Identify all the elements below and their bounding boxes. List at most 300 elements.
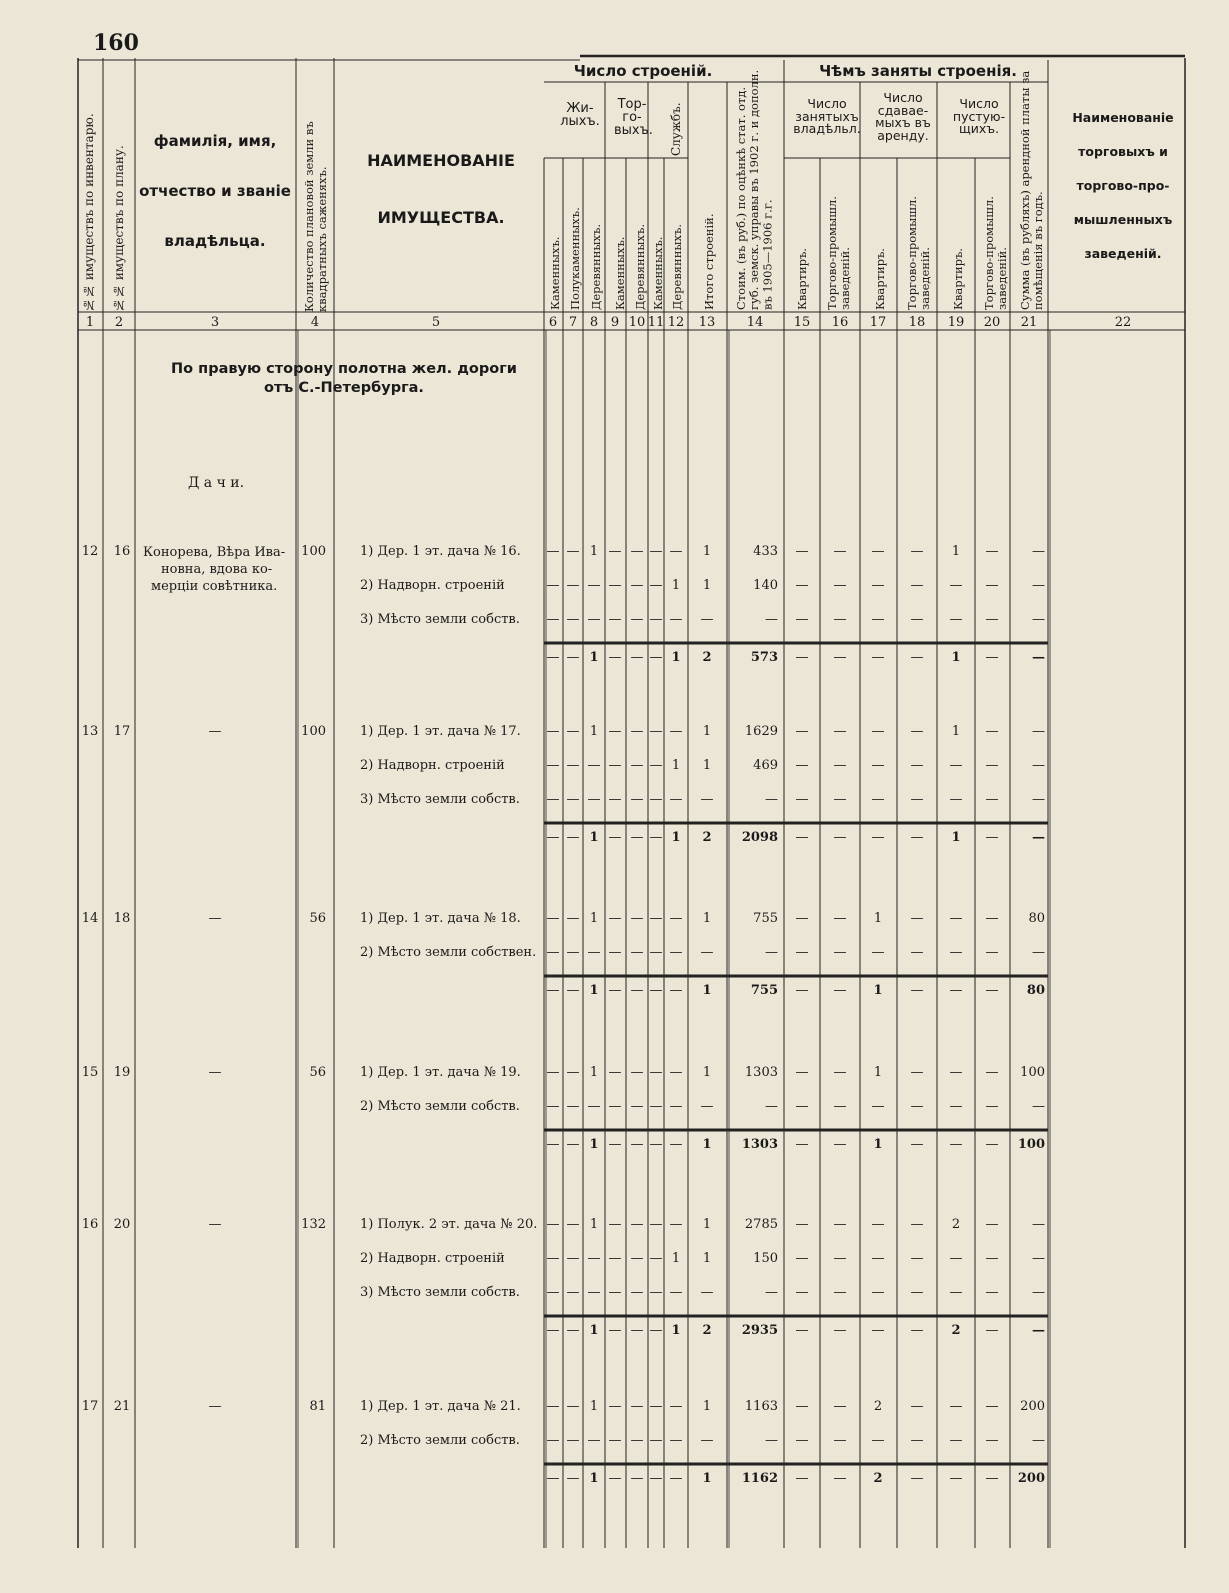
value-cell: — <box>833 1251 847 1266</box>
value-cell: — <box>546 578 560 593</box>
column-number: 10 <box>628 315 646 330</box>
value-cell: — <box>795 724 809 739</box>
value-cell: — <box>630 1217 644 1232</box>
plan-number: 16 <box>113 544 131 559</box>
value-cell: 200 <box>1020 1399 1045 1414</box>
header-col22-line3: торгово-про- <box>1076 178 1170 193</box>
header-c8: Деревянныхъ. <box>589 224 603 310</box>
value-cell: — <box>587 945 601 960</box>
value-cell: — <box>566 1285 580 1300</box>
value-cell: 1 <box>671 578 681 593</box>
header-c19: Квартиръ. <box>951 248 965 310</box>
value-cell: — <box>630 1285 644 1300</box>
value-cell: — <box>669 612 683 627</box>
page-number: 160 <box>93 30 139 56</box>
value-cell: — <box>608 1251 622 1266</box>
value-cell: — <box>833 724 847 739</box>
total-cell: — <box>608 650 622 665</box>
total-cell: — <box>649 1137 663 1152</box>
land-area: 56 <box>309 911 326 926</box>
total-cell: 2 <box>702 1323 712 1338</box>
value-cell: 1 <box>873 1065 883 1080</box>
value-cell: 469 <box>753 758 778 773</box>
total-cell: 755 <box>750 983 778 998</box>
header-c9: Каменныхъ. <box>613 236 627 310</box>
value-cell: — <box>765 1285 778 1300</box>
value-cell: 1 <box>671 1251 681 1266</box>
total-cell: 1 <box>671 650 681 665</box>
value-cell: — <box>985 945 999 960</box>
value-cell: — <box>566 758 580 773</box>
total-cell: — <box>985 1323 999 1338</box>
value-cell: — <box>546 1433 560 1448</box>
value-cell: — <box>669 544 683 559</box>
total-cell: 1 <box>589 1137 599 1152</box>
header-c16: Торгово-промышл. заведеній. <box>825 196 853 310</box>
value-cell: — <box>833 1099 847 1114</box>
value-cell: — <box>949 578 963 593</box>
value-cell: — <box>587 792 601 807</box>
value-cell: — <box>669 911 683 926</box>
value-cell: — <box>608 911 622 926</box>
value-cell: 1 <box>702 758 712 773</box>
value-cell: — <box>587 1251 601 1266</box>
value-cell: — <box>765 792 778 807</box>
value-cell: — <box>795 578 809 593</box>
value-cell: — <box>546 612 560 627</box>
column-number: 16 <box>831 315 849 330</box>
total-cell: — <box>566 1471 580 1486</box>
value-cell: — <box>795 612 809 627</box>
value-cell: — <box>871 578 885 593</box>
total-cell: — <box>566 1323 580 1338</box>
total-cell: — <box>630 650 644 665</box>
header-g-torgovykh: Тор-го-выхъ. <box>614 97 653 138</box>
total-cell: 2 <box>951 1323 961 1338</box>
section-title-line2: отъ С.-Петербурга. <box>264 380 424 396</box>
property-name: 1) Дер. 1 эт. дача № 17. <box>360 724 521 739</box>
total-cell: — <box>649 1471 663 1486</box>
value-cell: — <box>985 1433 999 1448</box>
value-cell: — <box>566 544 580 559</box>
value-cell: — <box>910 1251 924 1266</box>
total-cell: — <box>985 1137 999 1152</box>
value-cell: 1 <box>873 911 883 926</box>
value-cell: — <box>833 612 847 627</box>
value-cell: — <box>649 1099 663 1114</box>
value-cell: — <box>649 758 663 773</box>
value-cell: — <box>949 612 963 627</box>
column-number: 21 <box>1020 315 1038 330</box>
value-cell: — <box>546 792 560 807</box>
value-cell: — <box>985 1285 999 1300</box>
value-cell: 1 <box>589 1065 599 1080</box>
value-cell: — <box>910 1285 924 1300</box>
owner-name: — <box>208 1399 222 1414</box>
value-cell: — <box>566 945 580 960</box>
value-cell: — <box>833 1065 847 1080</box>
value-cell: — <box>795 1285 809 1300</box>
value-cell: — <box>608 544 622 559</box>
property-name: 2) Надворн. строеній <box>360 578 505 593</box>
value-cell: 1 <box>702 544 712 559</box>
column-number: 5 <box>431 315 441 330</box>
property-name: 2) Надворн. строеній <box>360 1251 505 1266</box>
plan-number: 20 <box>113 1217 131 1232</box>
value-cell: — <box>949 945 963 960</box>
total-cell: — <box>1032 650 1045 665</box>
owner-name: — <box>208 1217 222 1232</box>
value-cell: — <box>949 911 963 926</box>
value-cell: — <box>700 792 714 807</box>
total-cell: — <box>795 650 809 665</box>
value-cell: — <box>649 792 663 807</box>
value-cell: — <box>1032 1217 1045 1232</box>
value-cell: — <box>546 1065 560 1080</box>
value-cell: — <box>795 911 809 926</box>
value-cell: — <box>649 911 663 926</box>
value-cell: — <box>833 911 847 926</box>
column-number: 22 <box>1114 315 1132 330</box>
total-cell: 2 <box>873 1471 883 1486</box>
subsection-title: Д а ч и. <box>187 475 245 491</box>
value-cell: — <box>630 758 644 773</box>
value-cell: 1 <box>702 1399 712 1414</box>
owner-line1: Коноревa, Вѣра Ива- <box>143 545 286 560</box>
total-cell: — <box>795 1323 809 1338</box>
value-cell: — <box>985 758 999 773</box>
value-cell: — <box>587 612 601 627</box>
plan-number: 19 <box>113 1065 131 1080</box>
total-cell: — <box>649 1323 663 1338</box>
value-cell: — <box>871 1217 885 1232</box>
total-cell: 1 <box>951 830 961 845</box>
total-cell: — <box>546 1323 560 1338</box>
value-cell: — <box>649 1285 663 1300</box>
owner-line3: мерціи совѣтника. <box>151 579 278 594</box>
header-c17: Квартиръ. <box>873 248 887 310</box>
value-cell: 1 <box>951 544 961 559</box>
total-cell: 1 <box>671 1323 681 1338</box>
column-number: 18 <box>908 315 926 330</box>
value-cell: — <box>949 1251 963 1266</box>
total-cell: — <box>910 1137 924 1152</box>
value-cell: — <box>669 945 683 960</box>
total-cell: — <box>795 1137 809 1152</box>
value-cell: — <box>546 724 560 739</box>
value-cell: — <box>608 1099 622 1114</box>
value-cell: — <box>1032 945 1045 960</box>
value-cell: — <box>949 1433 963 1448</box>
total-cell: 2098 <box>741 830 778 845</box>
total-cell: — <box>1032 830 1045 845</box>
total-cell: — <box>566 830 580 845</box>
value-cell: — <box>795 1217 809 1232</box>
land-area: 56 <box>309 1065 326 1080</box>
plan-number: 17 <box>113 724 131 739</box>
column-number: 19 <box>947 315 965 330</box>
value-cell: 1 <box>951 724 961 739</box>
total-cell: — <box>608 1471 622 1486</box>
value-cell: — <box>765 1099 778 1114</box>
value-cell: — <box>608 1285 622 1300</box>
property-name: 1) Дер. 1 эт. дача № 19. <box>360 1065 521 1080</box>
total-cell: 1 <box>589 1323 599 1338</box>
value-cell: — <box>669 1399 683 1414</box>
value-cell: — <box>871 1433 885 1448</box>
value-cell: — <box>630 612 644 627</box>
column-number: 2 <box>114 315 124 330</box>
value-cell: — <box>546 1099 560 1114</box>
header-c13: Итого строеній. <box>702 213 716 310</box>
value-cell: — <box>949 1065 963 1080</box>
value-cell: — <box>546 544 560 559</box>
value-cell: — <box>765 945 778 960</box>
value-cell: 1303 <box>744 1065 778 1080</box>
land-area: 100 <box>301 544 326 559</box>
header-g-empty: Число пустую-щихъ. <box>952 96 1006 136</box>
value-cell: — <box>985 724 999 739</box>
value-cell: — <box>833 1399 847 1414</box>
total-cell: — <box>630 830 644 845</box>
value-cell: — <box>871 945 885 960</box>
value-cell: — <box>566 1433 580 1448</box>
value-cell: — <box>630 724 644 739</box>
total-cell: 2 <box>702 650 712 665</box>
value-cell: — <box>910 578 924 593</box>
value-cell: — <box>833 1217 847 1232</box>
total-cell: — <box>1032 1323 1045 1338</box>
value-cell: 1 <box>589 724 599 739</box>
total-cell: 1 <box>589 830 599 845</box>
value-cell: — <box>566 1065 580 1080</box>
property-name: 1) Дер. 1 эт. дача № 21. <box>360 1399 521 1414</box>
value-cell: — <box>669 1285 683 1300</box>
total-cell: — <box>833 1471 847 1486</box>
value-cell: — <box>566 1099 580 1114</box>
total-cell: — <box>871 650 885 665</box>
value-cell: — <box>630 544 644 559</box>
value-cell: 1163 <box>744 1399 778 1414</box>
value-cell: — <box>649 1251 663 1266</box>
value-cell: — <box>949 792 963 807</box>
value-cell: — <box>669 1099 683 1114</box>
total-cell: 1 <box>873 1137 883 1152</box>
value-cell: 1 <box>702 1251 712 1266</box>
header-c11: Каменныхъ. <box>651 236 665 310</box>
header-col22-line2: торговыхъ и <box>1078 144 1168 159</box>
value-cell: 1 <box>589 1399 599 1414</box>
value-cell: — <box>608 945 622 960</box>
value-cell: — <box>985 911 999 926</box>
value-cell: — <box>985 578 999 593</box>
property-name: 1) Дер. 1 эт. дача № 16. <box>360 544 521 559</box>
value-cell: — <box>1032 724 1045 739</box>
total-cell: — <box>795 983 809 998</box>
value-cell: — <box>649 724 663 739</box>
value-cell: — <box>649 1433 663 1448</box>
value-cell: — <box>649 1399 663 1414</box>
total-cell: 1 <box>589 1471 599 1486</box>
total-cell: 200 <box>1017 1471 1045 1486</box>
value-cell: — <box>587 758 601 773</box>
value-cell: — <box>546 758 560 773</box>
value-cell: — <box>608 1217 622 1232</box>
value-cell: — <box>833 792 847 807</box>
total-cell: — <box>566 983 580 998</box>
value-cell: — <box>910 724 924 739</box>
value-cell: — <box>985 1099 999 1114</box>
total-cell: — <box>833 1323 847 1338</box>
value-cell: — <box>630 578 644 593</box>
value-cell: — <box>630 1065 644 1080</box>
value-cell: 1 <box>702 911 712 926</box>
total-cell: — <box>833 650 847 665</box>
value-cell: — <box>608 612 622 627</box>
total-cell: — <box>949 983 963 998</box>
header-col3-line1: фамилія, имя, <box>153 132 277 150</box>
plan-number: 21 <box>113 1399 131 1414</box>
value-cell: — <box>985 1399 999 1414</box>
total-cell: — <box>630 1471 644 1486</box>
total-cell: — <box>910 983 924 998</box>
inventory-number: 12 <box>81 544 99 559</box>
value-cell: — <box>630 945 644 960</box>
value-cell: — <box>608 758 622 773</box>
value-cell: — <box>700 1285 714 1300</box>
total-cell: — <box>833 1137 847 1152</box>
header-c6: Каменныхъ. <box>548 236 562 310</box>
value-cell: 1 <box>671 758 681 773</box>
header-col2: №№ имуществъ по плану. <box>112 145 126 312</box>
total-cell: — <box>608 1137 622 1152</box>
header-g-rent: Число сдавае-мыхъ въ аренду. <box>875 90 931 143</box>
value-cell: — <box>833 1285 847 1300</box>
total-cell: — <box>669 983 683 998</box>
header-group-buildings: Число строеній. <box>573 62 713 80</box>
value-cell: — <box>1032 1099 1045 1114</box>
value-cell: — <box>566 1251 580 1266</box>
column-number: 12 <box>667 315 685 330</box>
value-cell: — <box>949 1399 963 1414</box>
column-number: 9 <box>610 315 620 330</box>
land-area: 132 <box>301 1217 326 1232</box>
value-cell: 755 <box>753 911 778 926</box>
land-area: 81 <box>309 1399 326 1414</box>
value-cell: — <box>871 612 885 627</box>
value-cell: — <box>910 1433 924 1448</box>
property-name: 1) Дер. 1 эт. дача № 18. <box>360 911 521 926</box>
header-c10: Деревянныхъ. <box>633 224 647 310</box>
inventory-number: 13 <box>81 724 99 739</box>
property-name: 2) Мѣсто земли собств. <box>360 1433 520 1448</box>
value-cell: 80 <box>1028 911 1045 926</box>
value-cell: — <box>795 1065 809 1080</box>
value-cell: — <box>833 544 847 559</box>
header-g-owner: Число занятыхъ владѣльл. <box>793 96 861 136</box>
inventory-number: 14 <box>81 911 99 926</box>
value-cell: — <box>871 544 885 559</box>
total-cell: — <box>871 830 885 845</box>
total-cell: — <box>608 1323 622 1338</box>
value-cell: — <box>546 1251 560 1266</box>
total-cell: — <box>833 983 847 998</box>
value-cell: — <box>910 612 924 627</box>
value-cell: — <box>608 1399 622 1414</box>
value-cell: — <box>566 911 580 926</box>
value-cell: — <box>608 792 622 807</box>
value-cell: — <box>630 1099 644 1114</box>
value-cell: — <box>1032 612 1045 627</box>
value-cell: — <box>871 724 885 739</box>
value-cell: — <box>795 792 809 807</box>
value-cell: 140 <box>753 578 778 593</box>
value-cell: — <box>985 1065 999 1080</box>
header-col22-line1: Наименованіе <box>1072 110 1174 125</box>
column-number: 4 <box>310 315 320 330</box>
value-cell: — <box>985 1251 999 1266</box>
section-title-line1: По правую сторону полотна жел. дороги <box>171 361 517 377</box>
column-number: 3 <box>210 315 220 330</box>
value-cell: 1 <box>702 724 712 739</box>
value-cell: — <box>985 612 999 627</box>
value-cell: — <box>546 1217 560 1232</box>
total-cell: — <box>871 1323 885 1338</box>
value-cell: — <box>546 945 560 960</box>
total-cell: 1303 <box>741 1137 778 1152</box>
total-cell: — <box>833 830 847 845</box>
value-cell: — <box>587 578 601 593</box>
value-cell: — <box>765 612 778 627</box>
value-cell: — <box>566 1399 580 1414</box>
land-area: 100 <box>301 724 326 739</box>
value-cell: — <box>669 1433 683 1448</box>
column-number: 1 <box>85 315 95 330</box>
total-cell: — <box>795 1471 809 1486</box>
value-cell: 2785 <box>744 1217 778 1232</box>
value-cell: — <box>649 945 663 960</box>
value-cell: — <box>649 544 663 559</box>
header-col3-line2: отчество и званіе <box>139 182 291 200</box>
value-cell: 100 <box>1020 1065 1045 1080</box>
header-c15: Квартиръ. <box>795 248 809 310</box>
column-number: 14 <box>746 315 764 330</box>
value-cell: 1 <box>589 1217 599 1232</box>
value-cell: 2 <box>951 1217 961 1232</box>
value-cell: — <box>546 1399 560 1414</box>
total-cell: 1 <box>873 983 883 998</box>
value-cell: — <box>985 792 999 807</box>
value-cell: — <box>910 758 924 773</box>
value-cell: — <box>985 1217 999 1232</box>
value-cell: — <box>608 578 622 593</box>
value-cell: — <box>700 1433 714 1448</box>
value-cell: — <box>1032 544 1045 559</box>
value-cell: — <box>871 792 885 807</box>
total-cell: — <box>546 983 560 998</box>
value-cell: — <box>1032 578 1045 593</box>
total-cell: 100 <box>1017 1137 1045 1152</box>
owner-line2: новна, вдова ко- <box>161 562 273 577</box>
property-name: 2) Мѣсто земли собств. <box>360 1099 520 1114</box>
total-cell: 2 <box>702 830 712 845</box>
inventory-number: 17 <box>81 1399 99 1414</box>
value-cell: — <box>1032 1433 1045 1448</box>
header-c12: Деревянныхъ. <box>670 224 684 310</box>
owner-name: — <box>208 724 222 739</box>
header-g-zhilykh: Жи-лыхъ. <box>560 101 600 129</box>
value-cell: — <box>649 1217 663 1232</box>
